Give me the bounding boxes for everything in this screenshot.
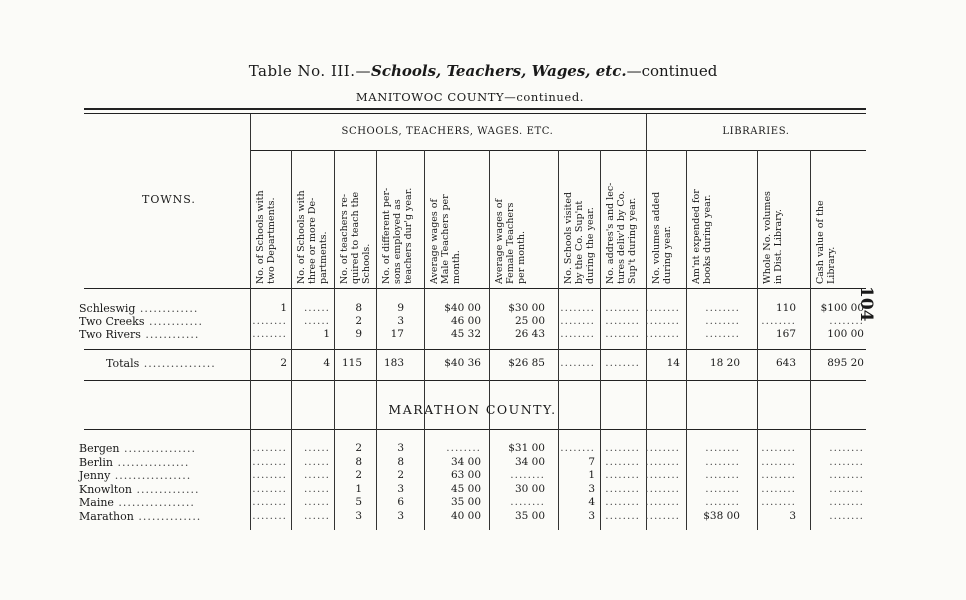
town-label: Schleswig: [79, 302, 136, 315]
table-cell: ......: [303, 442, 330, 454]
column-divider: [489, 150, 490, 530]
column-header: No. of Schools with two Departments.: [255, 190, 277, 284]
town-name: Bergen ................: [79, 442, 196, 455]
county-subtitle: MANITOWOC COUNTY—continued.: [355, 90, 585, 104]
town-label: Bergen: [79, 442, 120, 455]
table-cell: 9: [355, 328, 362, 340]
table-cell: 8: [355, 455, 362, 468]
table-cell: ........: [605, 357, 640, 369]
table-cell: ........: [252, 315, 287, 327]
table-cell: ........: [761, 455, 796, 468]
table-cell: 17: [390, 328, 404, 340]
table-cell: ........: [510, 469, 545, 481]
table-cell: 26 43: [514, 328, 545, 340]
table-cell: ........: [645, 509, 680, 522]
table-cell: ........: [605, 328, 640, 340]
table-cell: ........: [645, 496, 680, 508]
table-cell: ........: [605, 469, 640, 481]
town-label: Maine: [79, 496, 114, 509]
table-cell: 25 00: [514, 315, 545, 327]
table-cell: $38 00: [703, 509, 740, 522]
table-cell: 183: [383, 357, 404, 369]
town-label: Two Creeks: [79, 315, 145, 328]
table-cell: ........: [560, 357, 595, 369]
table-cell: ........: [705, 469, 740, 481]
town-name: Schleswig .............: [79, 302, 199, 315]
table-cell: 3: [355, 509, 362, 522]
table-cell: ........: [645, 482, 680, 495]
table-cell: 45 00: [450, 482, 481, 495]
header-bottom-rule: [84, 288, 866, 289]
table-cell: 6: [397, 496, 404, 508]
marathon-county-heading: MARATHON COUNTY.: [388, 402, 557, 417]
table-cell: ........: [645, 455, 680, 468]
table-cell: 115: [341, 357, 362, 369]
table-cell: 8: [397, 455, 404, 468]
table-cell: $31 00: [508, 442, 545, 454]
table-cell: 4: [323, 357, 330, 369]
column-divider: [757, 150, 758, 530]
table-cell: ........: [829, 442, 864, 454]
table-cell: 3: [397, 442, 404, 454]
table-cell: ........: [829, 509, 864, 522]
table-cell: 2: [355, 315, 362, 327]
table-cell: ........: [829, 315, 864, 327]
table-cell: 2: [355, 442, 362, 454]
town-label: Two Rivers: [79, 328, 141, 341]
table-cell: $30 00: [508, 302, 545, 314]
table-cell: 1: [588, 469, 595, 481]
table-cell: 3: [397, 315, 404, 327]
table-cell: ........: [829, 455, 864, 468]
table-cell: ........: [605, 496, 640, 508]
table-cell: ......: [303, 455, 330, 468]
column-divider: [600, 150, 601, 530]
column-divider: [424, 150, 425, 530]
column-header: No. of different per- sons employed as teachers dur'g year.: [381, 187, 414, 284]
table-cell: 3: [397, 509, 404, 522]
column-divider: [334, 150, 335, 530]
table-cell: ......: [303, 469, 330, 481]
table-cell: 3: [397, 482, 404, 495]
table-cell: $26 85: [508, 357, 545, 369]
table-cell: 1: [323, 328, 330, 340]
table-cell: ........: [510, 496, 545, 508]
column-header: Average wages of Male Teachers per month.: [429, 194, 462, 284]
column-header: No. volumes added during year.: [651, 191, 673, 284]
table-cell: ........: [605, 482, 640, 495]
table-cell: 63 00: [450, 469, 481, 481]
table-cell: ........: [829, 482, 864, 495]
table-cell: 2: [280, 357, 287, 369]
table-cell: 100 00: [827, 328, 864, 340]
totals-top-rule: [84, 349, 866, 350]
table-cell: ........: [252, 455, 287, 468]
town-label: Totals: [106, 357, 140, 370]
table-cell: ........: [761, 469, 796, 481]
table-cell: ........: [605, 509, 640, 522]
table-cell: 34 00: [514, 455, 545, 468]
table-cell: 1: [355, 482, 362, 495]
totals-bottom-rule: [84, 380, 866, 381]
libraries-group-header: LIBRARIES.: [722, 126, 790, 137]
page-number: 104: [856, 286, 876, 322]
table-cell: 167: [775, 328, 796, 340]
table-cell: 14: [666, 357, 680, 369]
table-cell: ........: [705, 482, 740, 495]
town-name: Jenny .................: [79, 469, 192, 482]
table-cell: 35 00: [450, 496, 481, 508]
town-label: Marathon: [79, 509, 134, 523]
table-cell: ........: [560, 328, 595, 340]
top-rule: [84, 108, 866, 110]
table-cell: 35 00: [514, 509, 545, 522]
table-cell: ........: [705, 315, 740, 327]
table-cell: ........: [252, 509, 287, 522]
table-cell: ........: [761, 315, 796, 327]
table-cell: ........: [645, 469, 680, 481]
table-cell: ........: [252, 482, 287, 495]
table-cell: ........: [705, 496, 740, 508]
table-cell: ........: [605, 302, 640, 314]
table-cell: $100 00: [820, 302, 864, 314]
town-name: Berlin ................: [79, 455, 190, 469]
town-label: Jenny: [79, 469, 111, 482]
table-cell: ........: [705, 455, 740, 468]
towns-header: TOWNS.: [142, 193, 196, 206]
table-cell: 1: [280, 302, 287, 314]
table-cell: ........: [645, 328, 680, 340]
town-name: Two Creeks ............: [79, 315, 203, 328]
column-divider: [686, 150, 687, 530]
column-header: Cash value of the Library.: [815, 200, 837, 284]
table-cell: 8: [355, 302, 362, 314]
table-cell: ........: [605, 442, 640, 454]
column-divider: [376, 150, 377, 530]
table-cell: $40 36: [444, 357, 481, 369]
table-cell: ......: [303, 315, 330, 327]
column-header: Whole No. volumes in Dist. Library.: [762, 191, 784, 284]
town-name: Maine .................: [79, 496, 195, 509]
marathon-top-rule: [84, 429, 866, 430]
table-cell: 18 20: [709, 357, 740, 369]
table-cell: 4: [588, 496, 595, 508]
table-cell: ........: [761, 482, 796, 495]
table-cell: 34 00: [450, 455, 481, 468]
table-cell: ........: [252, 328, 287, 340]
table-cell: ........: [761, 442, 796, 454]
table-cell: ........: [645, 302, 680, 314]
table-cell: 2: [397, 469, 404, 481]
town-label: Knowlton: [79, 482, 132, 496]
table-cell: 46 00: [450, 315, 481, 327]
table-cell: ........: [446, 442, 481, 454]
totals-label: Totals ................: [106, 357, 216, 370]
table-cell: 643: [775, 357, 796, 369]
table-cell: 40 00: [450, 509, 481, 522]
table-cell: 895 20: [827, 357, 864, 369]
table-cell: ........: [605, 315, 640, 327]
table-cell: ......: [303, 302, 330, 314]
table-cell: 5: [355, 496, 362, 508]
table-cell: ........: [645, 315, 680, 327]
town-name: Knowlton ..............: [79, 482, 200, 496]
table-cell: ........: [560, 315, 595, 327]
column-divider: [558, 150, 559, 530]
table-cell: ........: [829, 469, 864, 481]
town-label: Berlin: [79, 455, 113, 469]
column-divider: [810, 150, 811, 530]
table-cell: ........: [829, 496, 864, 508]
table-title: [0, 62, 966, 80]
table-cell: ......: [303, 496, 330, 508]
top-rule-thin: [84, 113, 866, 114]
column-divider: [291, 150, 292, 530]
table-cell: ........: [252, 496, 287, 508]
column-header: No. of Schools with three or more De- partments.: [296, 190, 329, 284]
table-cell: ........: [560, 302, 595, 314]
table-cell: 110: [775, 302, 796, 314]
town-name: Marathon ..............: [79, 509, 202, 523]
table-cell: 3: [588, 509, 595, 522]
table-cell: ......: [303, 509, 330, 522]
column-header: No. Schools visited by the Co. Sup'nt during the year.: [563, 191, 596, 284]
table-cell: 30 00: [514, 482, 545, 495]
title-suffix: —continued: [626, 62, 718, 80]
table-cell: ........: [645, 442, 680, 454]
table-cell: ........: [252, 442, 287, 454]
title-prefix: Table No. III.—: [248, 62, 372, 80]
table-cell: ........: [252, 469, 287, 481]
table-cell: 3: [588, 482, 595, 495]
table-cell: 45 32: [450, 328, 481, 340]
table-cell: ........: [605, 455, 640, 468]
table-cell: ........: [705, 328, 740, 340]
column-header: No. of teachers re- quired to teach the Schools.: [339, 191, 372, 284]
title-italic: Schools, Teachers, Wages, etc.: [371, 62, 627, 80]
table-cell: ........: [705, 442, 740, 454]
table-cell: ........: [560, 442, 595, 454]
schools-group-header: SCHOOLS, TEACHERS, WAGES. ETC.: [341, 126, 554, 137]
table-cell: 9: [397, 302, 404, 314]
table-cell: $40 00: [444, 302, 481, 314]
table-cell: 7: [588, 455, 595, 468]
column-header: Average wages of Female Teachers per month.: [494, 198, 527, 284]
table-cell: ........: [705, 302, 740, 314]
table-cell: ........: [761, 496, 796, 508]
town-name: Two Rivers ............: [79, 328, 200, 341]
table-cell: 3: [789, 509, 796, 522]
column-divider: [250, 114, 251, 530]
table-cell: 2: [355, 469, 362, 481]
column-header: Am'nt expended for books during year.: [691, 189, 713, 284]
table-cell: ......: [303, 482, 330, 495]
column-header: No. addres's and lec- tures deliv'd by Co. Sup't during year.: [605, 182, 638, 284]
